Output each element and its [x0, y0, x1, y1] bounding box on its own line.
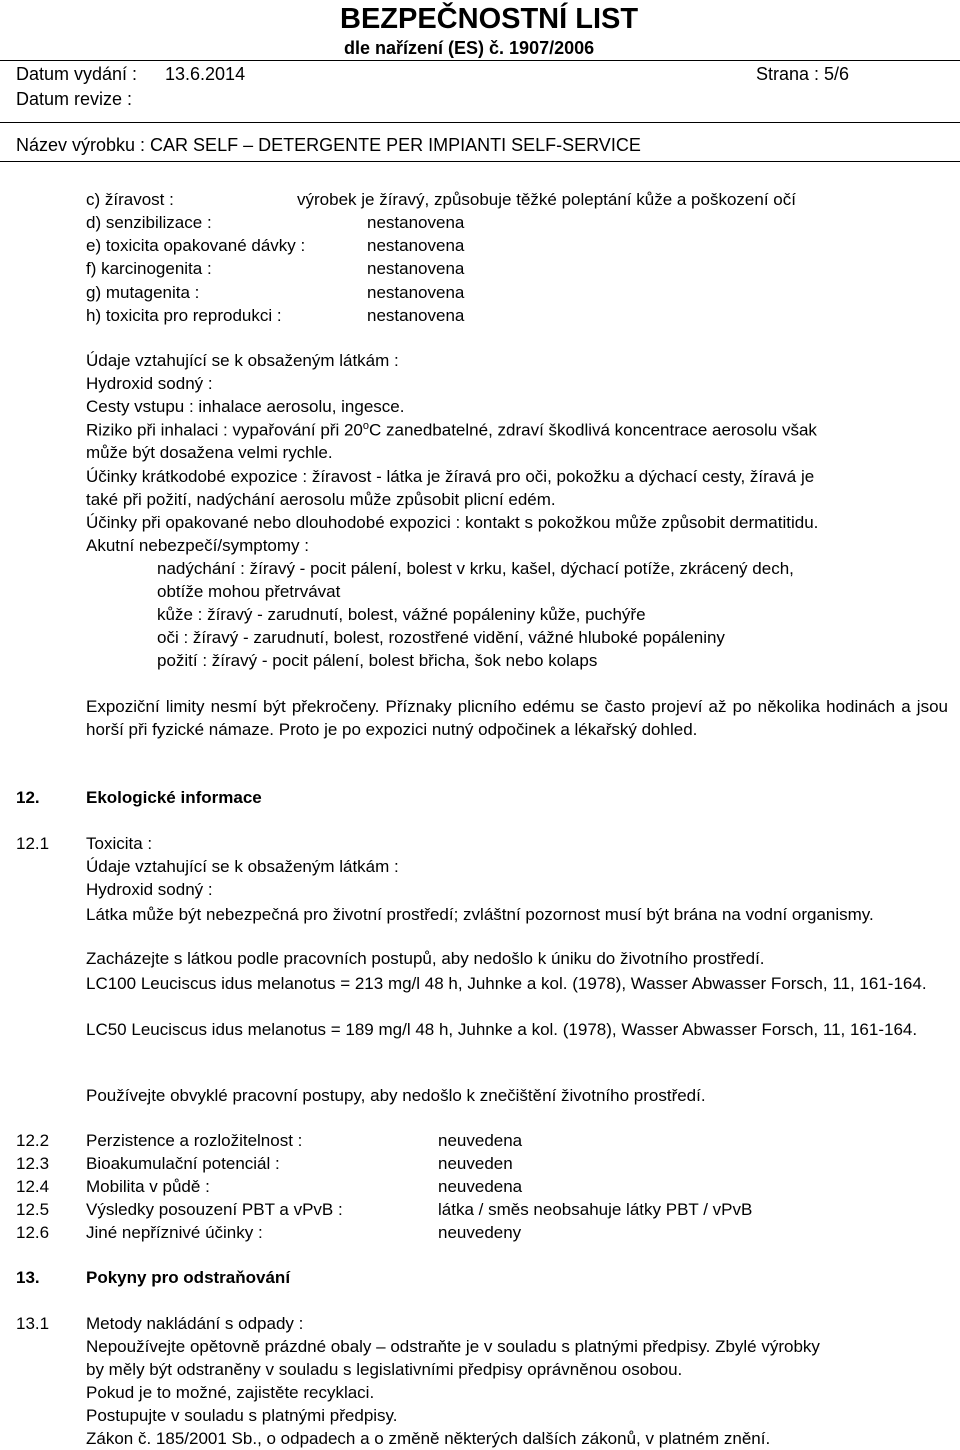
routes-of-entry: Cesty vstupu : inhalace aerosolu, ingesce. [86, 397, 405, 416]
substance-name: Hydroxid sodný : [86, 374, 213, 393]
header-divider-middle [0, 122, 960, 123]
waste-instruction: Pokud je to možné, zajistěte recyklaci. [86, 1383, 375, 1402]
acute-skin: kůže : žíravý - zarudnutí, bolest, vážné popáleniny kůže, puchýře [157, 605, 646, 624]
tox-item-label: g) mutagenita : [86, 283, 200, 302]
lc50-value: LC50 Leuciscus idus melanotus = 189 mg/l 48 h, Juhnke a kol. (1978), Wasser Abwasser Forsch, 11, 161-164. [86, 1020, 918, 1039]
issue-date: 13.6.2014 [165, 64, 246, 84]
eco-row-value: neuvedena [438, 1177, 523, 1196]
eco-row-value: neuvedeny [438, 1223, 522, 1242]
revision-date-label: Datum revize : [16, 89, 133, 109]
short-term-effects-cont: také při požití, nadýchání aerosolu může způsobit plicní edém. [86, 490, 556, 509]
waste-instruction: Nepoužívejte opětovně prázdné obaly – odstraňte je v souladu s platnými předpisy. Zbylé výrobky [86, 1337, 820, 1356]
tox-item-value: výrobek je žíravý, způsobuje těžké poleptání kůže a poškození očí [297, 190, 796, 209]
acute-ingestion: požití : žíravý - pocit pálení, bolest břicha, šok nebo kolaps [157, 651, 598, 670]
tox-item-label: e) toxicita opakované dávky : [86, 236, 306, 255]
tox-item-label: c) žíravost : [86, 190, 174, 209]
eco-row-label: Perzistence a rozložitelnost : [86, 1131, 303, 1150]
tox-item-label: d) senzibilizace : [86, 213, 212, 232]
product-name: Název výrobku : CAR SELF – DETERGENTE PER IMPIANTI SELF-SERVICE [16, 135, 641, 155]
document-title: BEZPEČNOSTNÍ LIST [340, 3, 639, 35]
long-term-effects: Účinky při opakované nebo dlouhodobé expozici : kontakt s pokožkou může způsobit dermatitidu. [86, 513, 819, 532]
eco-row-label: Mobilita v půdě : [86, 1177, 210, 1196]
eco-row-number: 12.3 [16, 1154, 50, 1173]
section-12-number: 12. [16, 788, 40, 807]
handling-note: Zacházejte s látkou podle pracovních postupů, aby nedošlo k úniku do životního prostředí. [86, 949, 765, 968]
waste-instruction: by měly být odstraněny v souladu s legislativními předpisy oprávněnou osobou. [86, 1360, 683, 1379]
tox-item-label: h) toxicita pro reprodukci : [86, 306, 282, 325]
acute-inhalation-cont: obtíže mohou přetrvávat [157, 582, 341, 601]
header-divider-bottom [0, 161, 960, 162]
tox-item-value: nestanovena [367, 236, 465, 255]
document-subtitle: dle nařízení (ES) č. 1907/2006 [344, 38, 595, 58]
eco-row-value: neuveden [438, 1154, 513, 1173]
environmental-hazard: Látka může být nebezpečná pro životní prostředí; zvláštní pozornost musí být brána na vodní organismy. [86, 905, 874, 924]
subsection-13-1-title: Metody nakládání s odpady : [86, 1314, 304, 1333]
inhalation-risk: Riziko při inhalaci : vypařování při 20$^o$C zanedbatelné, zdraví škodlivá koncentrace aerosolu však [86, 420, 817, 440]
section-13-number: 13. [16, 1268, 40, 1287]
exposure-limits-note: Expoziční limity nesmí být překročeny. Příznaky plicního edému se často projeví až po několika hodinách a jsou horší při fyzické námaze. Proto je po expozici nutný odpočinek a lékařský dohled. [86, 697, 948, 739]
tox-item-value: nestanovena [367, 259, 465, 278]
acute-eyes: oči : žíravý - zarudnutí, bolest, rozostřené vidění, vážné hluboké popáleniny [157, 628, 725, 647]
acute-hazards-heading: Akutní nebezpečí/symptomy : [86, 536, 309, 555]
waste-instruction: Postupujte v souladu s platnými předpisy. [86, 1406, 398, 1425]
eco-row-number: 12.2 [16, 1131, 50, 1150]
eco-row-number: 12.6 [16, 1223, 50, 1242]
short-term-effects: Účinky krátkodobé expozice : žíravost - látka je žíravá pro oči, pokožku a dýchací cesty, žíravá je [86, 467, 815, 486]
eco-row-number: 12.5 [16, 1200, 50, 1219]
tox-item-value: nestanovena [367, 283, 465, 302]
tox-item-value: nestanovena [367, 306, 465, 325]
tox-item-label: f) karcinogenita : [86, 259, 212, 278]
page-number: Strana : 5/6 [756, 64, 850, 84]
inhalation-risk-cont: může být dosažena velmi rychle. [86, 443, 333, 462]
subsection-12-1-title: Toxicita : [86, 834, 153, 853]
eco-row-label: Výsledky posouzení PBT a vPvB : [86, 1200, 343, 1219]
eco-substances-intro: Údaje vztahující se k obsaženým látkám : [86, 857, 399, 876]
tox-item-value: nestanovena [367, 213, 465, 232]
eco-row-value: látka / směs neobsahuje látky PBT / vPvB [438, 1200, 753, 1219]
lc100-value: LC100 Leuciscus idus melanotus = 213 mg/l 48 h, Juhnke a kol. (1978), Wasser Abwasser Forsch, 11, 161-164. [86, 974, 927, 993]
eco-row-number: 12.4 [16, 1177, 50, 1196]
work-practice-note: Používejte obvyklé pracovní postupy, aby nedošlo k znečištění životního prostředí. [86, 1086, 706, 1105]
subsection-12-1-number: 12.1 [16, 834, 50, 853]
substances-intro: Údaje vztahující se k obsaženým látkám : [86, 351, 399, 370]
subsection-13-1-number: 13.1 [16, 1314, 50, 1333]
eco-row-label: Jiné nepříznivé účinky : [86, 1223, 263, 1242]
issue-date-label: Datum vydání : [16, 64, 138, 84]
eco-row-label: Bioakumulační potenciál : [86, 1154, 280, 1173]
acute-inhalation: nadýchání : žíravý - pocit pálení, bolest v krku, kašel, dýchací potíže, zkrácený dech, [157, 559, 794, 578]
eco-substance-name: Hydroxid sodný : [86, 880, 213, 899]
waste-law: Zákon č. 185/2001 Sb., o odpadech a o změně některých dalších zákonů, v platném znění. [86, 1429, 771, 1448]
section-13-title: Pokyny pro odstraňování [86, 1268, 291, 1287]
section-12-title: Ekologické informace [86, 788, 262, 807]
header-divider-top [0, 60, 960, 61]
eco-row-value: neuvedena [438, 1131, 523, 1150]
